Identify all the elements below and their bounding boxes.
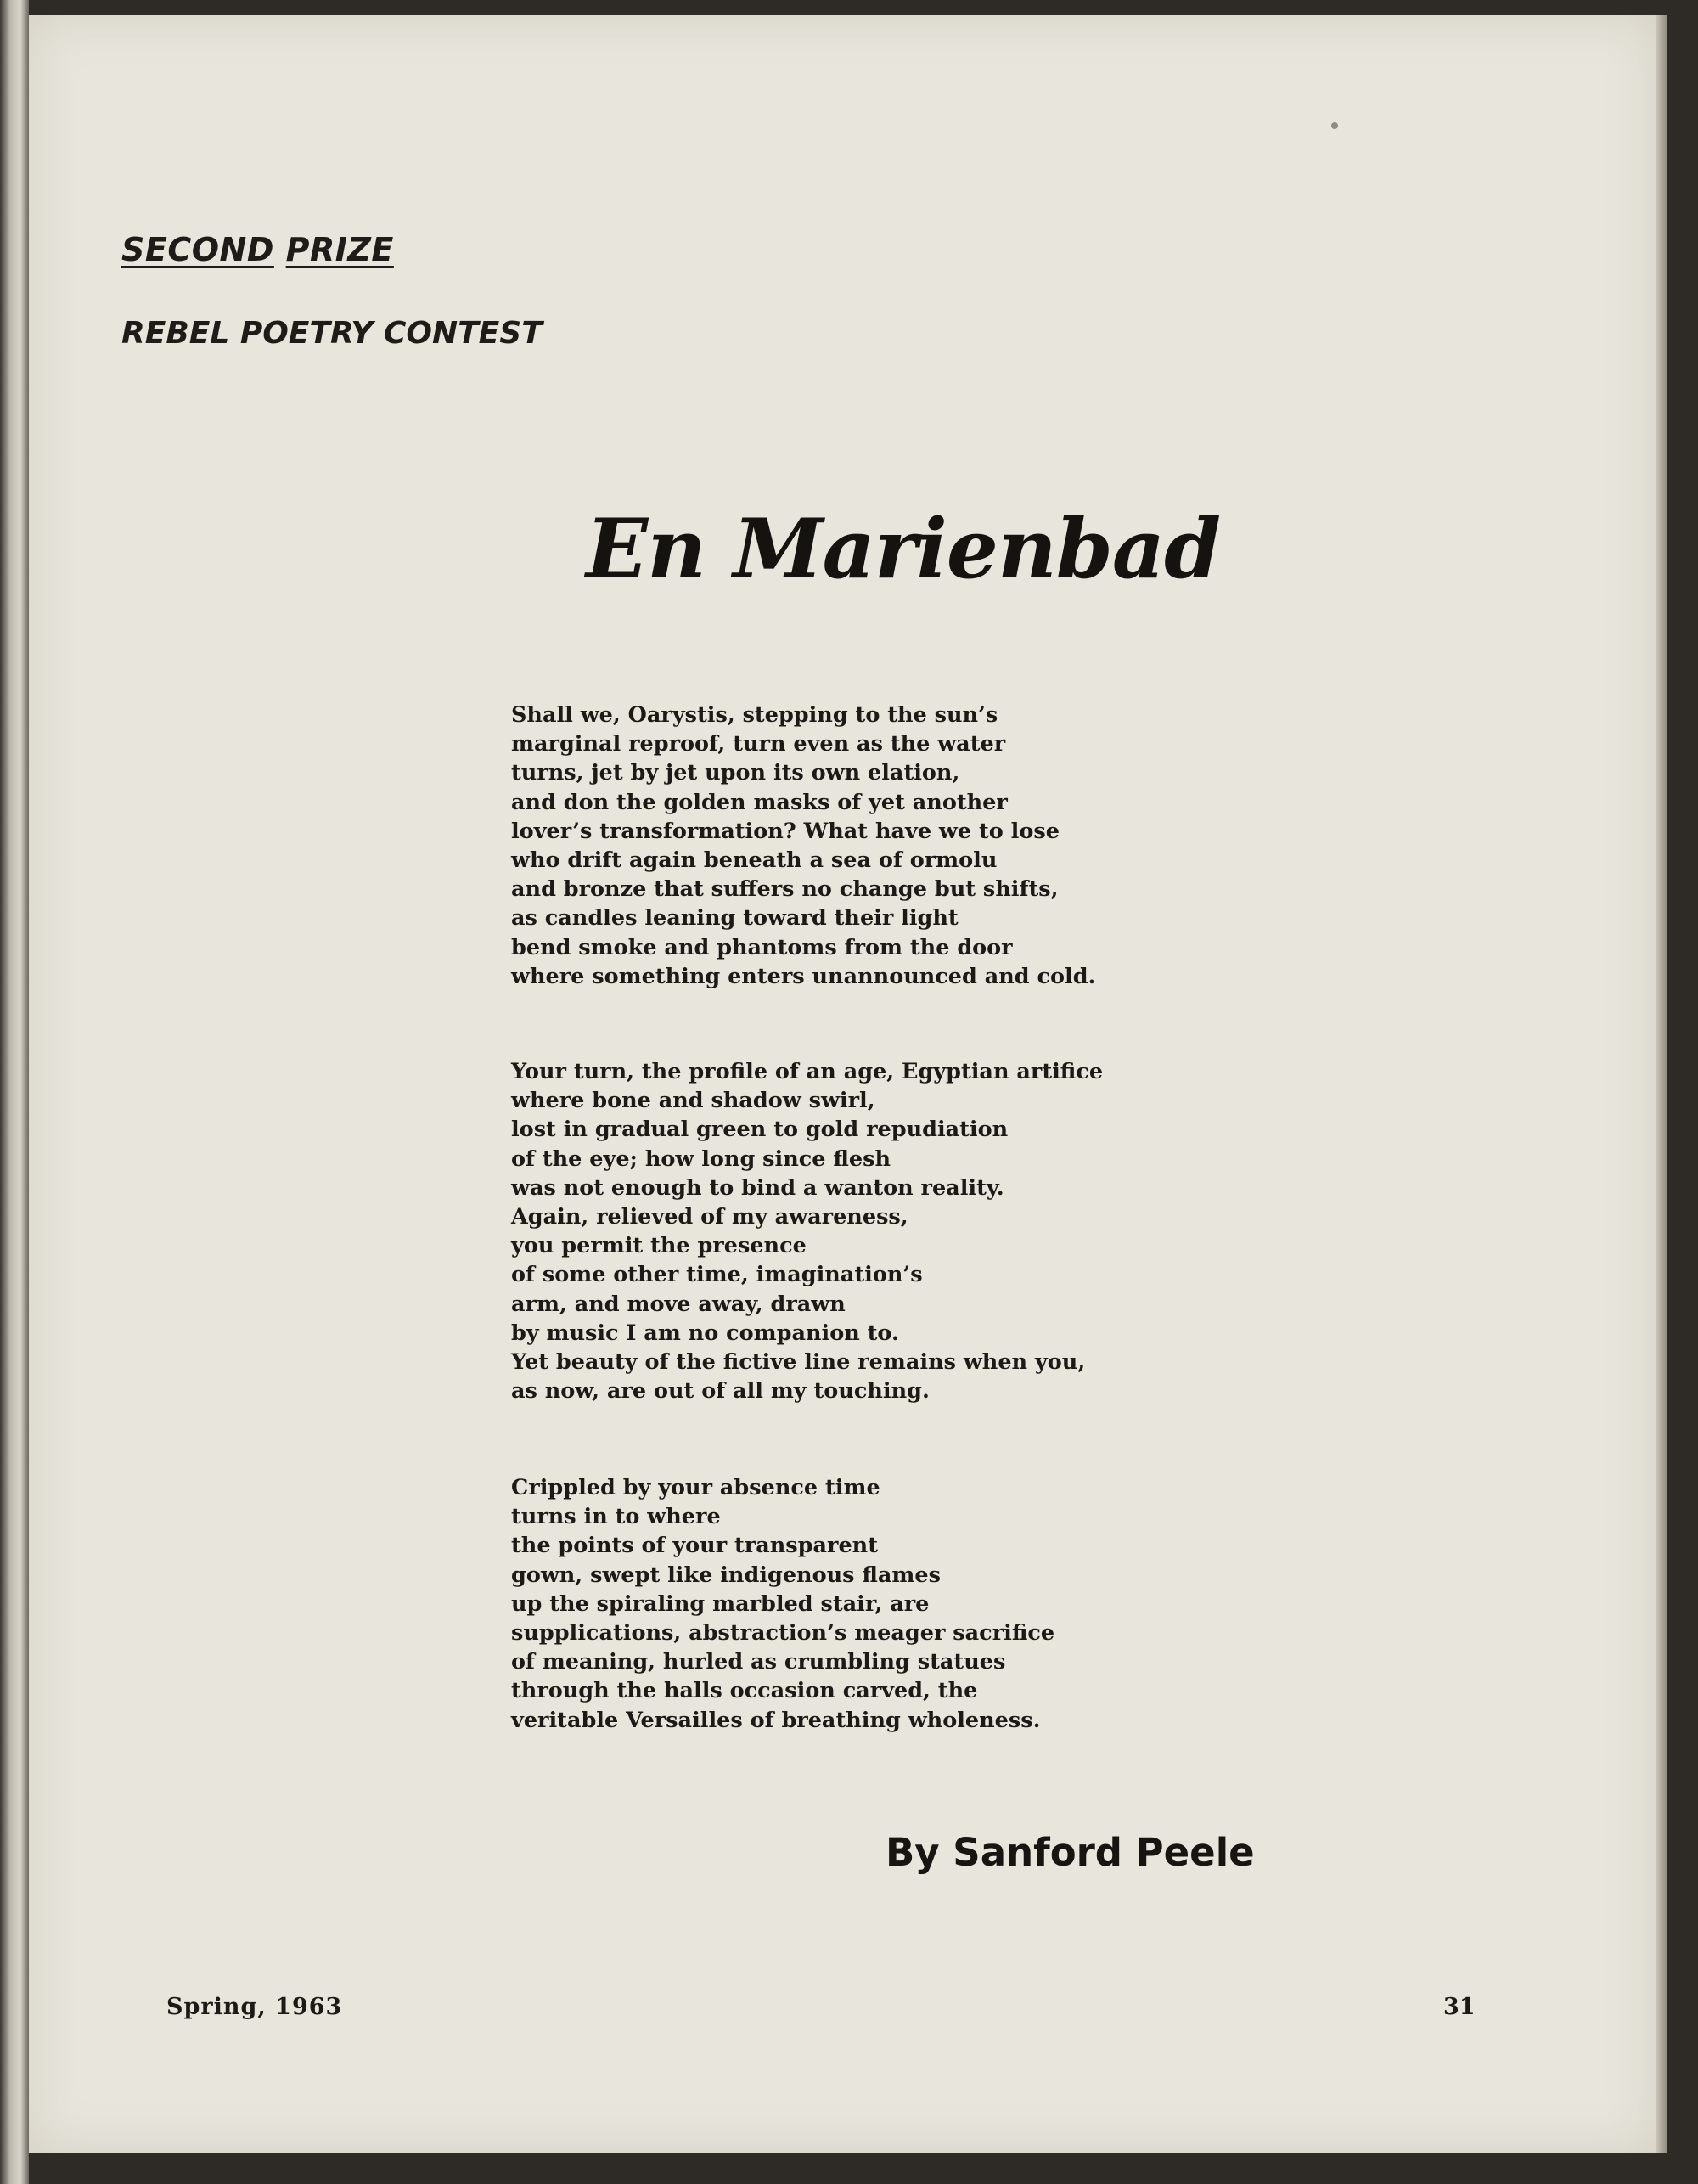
poem-line: Your turn, the profile of an age, Egyptian artifice — [511, 1059, 1104, 1084]
poem-line: where something enters unannounced and cold. — [511, 963, 1096, 989]
issue-date: Spring, 1963 — [166, 1994, 343, 2020]
prize-word-prize: PRIZE — [285, 231, 394, 268]
poem-line: lost in gradual green to gold repudiation — [511, 1117, 1009, 1143]
poem-line: and bronze that suffers no change but shifts, — [511, 876, 1059, 903]
poem-line: Shall we, Oarystis, stepping to the sun’s — [511, 702, 998, 728]
poem-line: who drift again beneath a sea of ormolu — [511, 847, 998, 874]
poem-line: Again, relieved of my awareness, — [511, 1204, 908, 1230]
poem-line: bend smoke and phantoms from the door — [511, 934, 1013, 960]
poem-line: was not enough to bind a wanton reality. — [511, 1174, 1004, 1201]
second-prize-heading — [121, 231, 394, 268]
poem-line: as now, are out of all my touching. — [511, 1378, 930, 1404]
poem-line: the points of your transparent — [511, 1533, 878, 1559]
facing-page-edge — [0, 0, 29, 2184]
poem-title: En Marienbad — [586, 501, 1221, 597]
poem-line: marginal reproof, turn even as the water — [511, 731, 1006, 757]
stanza-1 — [511, 701, 1095, 991]
stanza-2 — [511, 1057, 1103, 1405]
poem-line: of the eye; how long since flesh — [511, 1145, 891, 1172]
prize-word-second: SECOND — [121, 231, 274, 268]
stanza-3 — [511, 1473, 1054, 1735]
poem-line: Yet beauty of the fictive line remains when you, — [511, 1349, 1086, 1376]
poem-line: turns in to where — [511, 1504, 721, 1530]
poem-line: of meaning, hurled as crumbling statues — [511, 1649, 1006, 1675]
poem-line: where bone and shadow swirl, — [511, 1088, 875, 1114]
poem-line: you permit the presence — [511, 1233, 807, 1259]
poem-line: lover’s transformation? What have we to lose — [511, 818, 1060, 844]
poem-line: supplications, abstraction’s meager sacrifice — [511, 1620, 1055, 1646]
poem-line: as candles leaning toward their light — [511, 905, 959, 932]
poem-line: up the spiraling marbled stair, are — [511, 1590, 930, 1617]
poem-line: arm, and move away, drawn — [511, 1291, 846, 1317]
poem-line: veritable Versailles of breathing wholeness. — [511, 1707, 1041, 1733]
page-number: 31 — [1443, 1994, 1476, 2020]
poem-line: turns, jet by jet upon its own elation, — [511, 760, 960, 786]
poem-line: of some other time, imagination’s — [511, 1262, 923, 1288]
poem-line: by music I am no companion to. — [511, 1320, 899, 1346]
poem-line: Crippled by your absence time — [511, 1475, 880, 1500]
contest-heading: REBEL POETRY CONTEST — [121, 316, 543, 351]
poem-line: and don the golden masks of yet another — [511, 789, 1008, 815]
ink-speck — [1331, 122, 1338, 129]
author-byline: By Sanford Peele — [886, 1830, 1255, 1875]
poem-line: gown, swept like indigenous flames — [511, 1562, 941, 1588]
poem-line: through the halls occasion carved, the — [511, 1678, 978, 1704]
page-edge-shadow — [1656, 15, 1667, 2153]
